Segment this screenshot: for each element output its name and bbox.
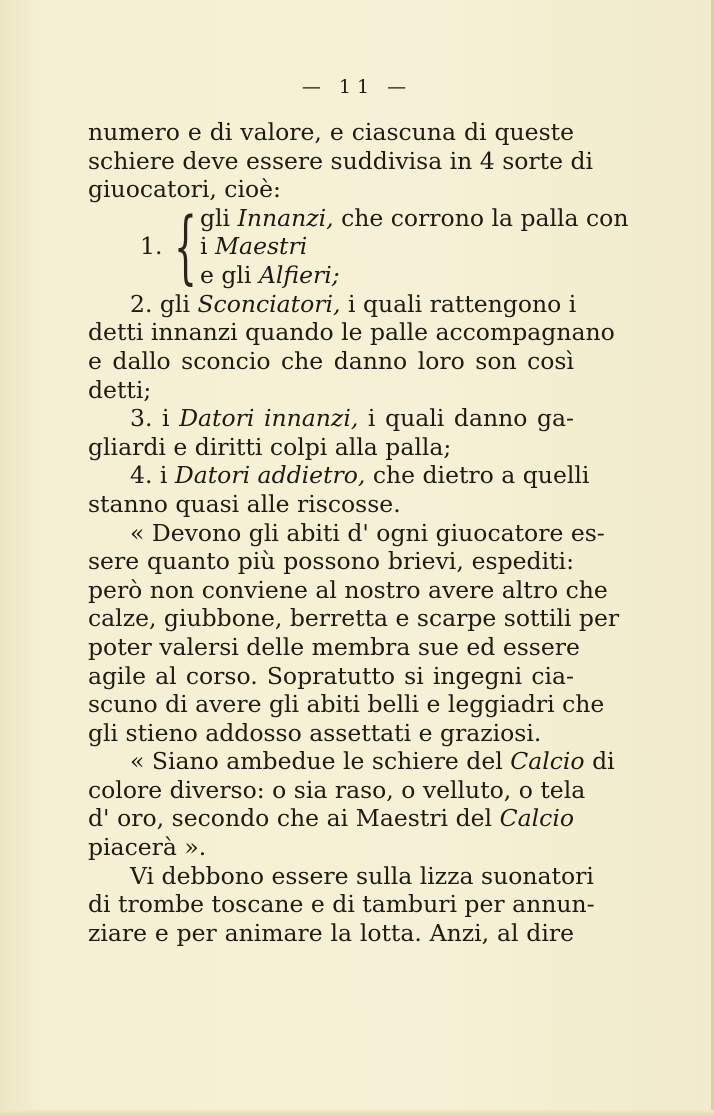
quote2-line: colore diverso: o sia raso, o velluto, o tela	[88, 775, 586, 804]
quote-line: gli stieno addosso assettati e graziosi.	[88, 718, 542, 747]
quote-line: sere quanto più possono brievi, espediti:	[88, 547, 574, 576]
text-line: numero e di valore, e ciascuna di queste	[88, 118, 574, 146]
text-line: schiere deve essere suddivisa in 4 sorte di	[88, 146, 594, 175]
quote-line: « Devono gli abiti d' ogni giuocatore es-	[130, 518, 605, 547]
list-item-2: 2. gli Sconciatori, i quali rattengono i	[130, 289, 577, 318]
list-line: gli Innanzi, che corrono la palla con	[200, 203, 629, 232]
text-line: stanno quasi alle riscosse.	[88, 489, 401, 518]
quote2-line: piacerà ».	[88, 833, 207, 862]
text-line: detti innanzi quando le palle accompagnano	[88, 318, 615, 347]
text-line: giuocatori, cioè:	[88, 175, 281, 204]
text-line: detti;	[88, 375, 152, 404]
final-line: di trombe toscane e di tamburi per annun-	[88, 890, 595, 919]
page-number-header: — 11 —	[301, 76, 413, 98]
list-number: 1.	[140, 231, 163, 260]
text-line: e dallo sconcio che danno loro son così	[88, 346, 574, 375]
page-body	[88, 118, 629, 947]
quote-line: scuno di avere gli abiti belli e leggiadri che	[88, 690, 605, 719]
quote-line: agile al corso. Sopratutto si ingegni cia-	[88, 661, 574, 690]
list-line: e gli Alfieri;	[200, 260, 340, 289]
list-item-4: 4. i Datori addietro, che dietro a quelli	[130, 461, 590, 490]
final-line: Vi debbono essere sulla lizza suonatori	[130, 861, 594, 890]
final-line: ziare e per animare la lotta. Anzi, al dire	[88, 918, 574, 947]
page-bottom-edge	[0, 1110, 714, 1116]
brace-symbol: {	[174, 199, 197, 293]
quote2-line: d' oro, secondo che ai Maestri del Calcio	[88, 804, 574, 833]
list-line: i Maestri	[200, 231, 308, 260]
quote-line: però non conviene al nostro avere altro che	[88, 575, 608, 604]
list-item-1	[88, 199, 629, 293]
text-line: gliardi e diritti colpi alla palla;	[88, 432, 452, 461]
quote2-line: « Siano ambedue le schiere del Calcio di	[130, 747, 615, 776]
list-item-3: 3. i Datori innanzi, i quali danno ga-	[130, 404, 574, 433]
quote-line: poter valersi delle membra sue ed essere	[88, 632, 580, 661]
quote-line: calze, giubbone, berretta e scarpe sottili per	[88, 604, 620, 633]
